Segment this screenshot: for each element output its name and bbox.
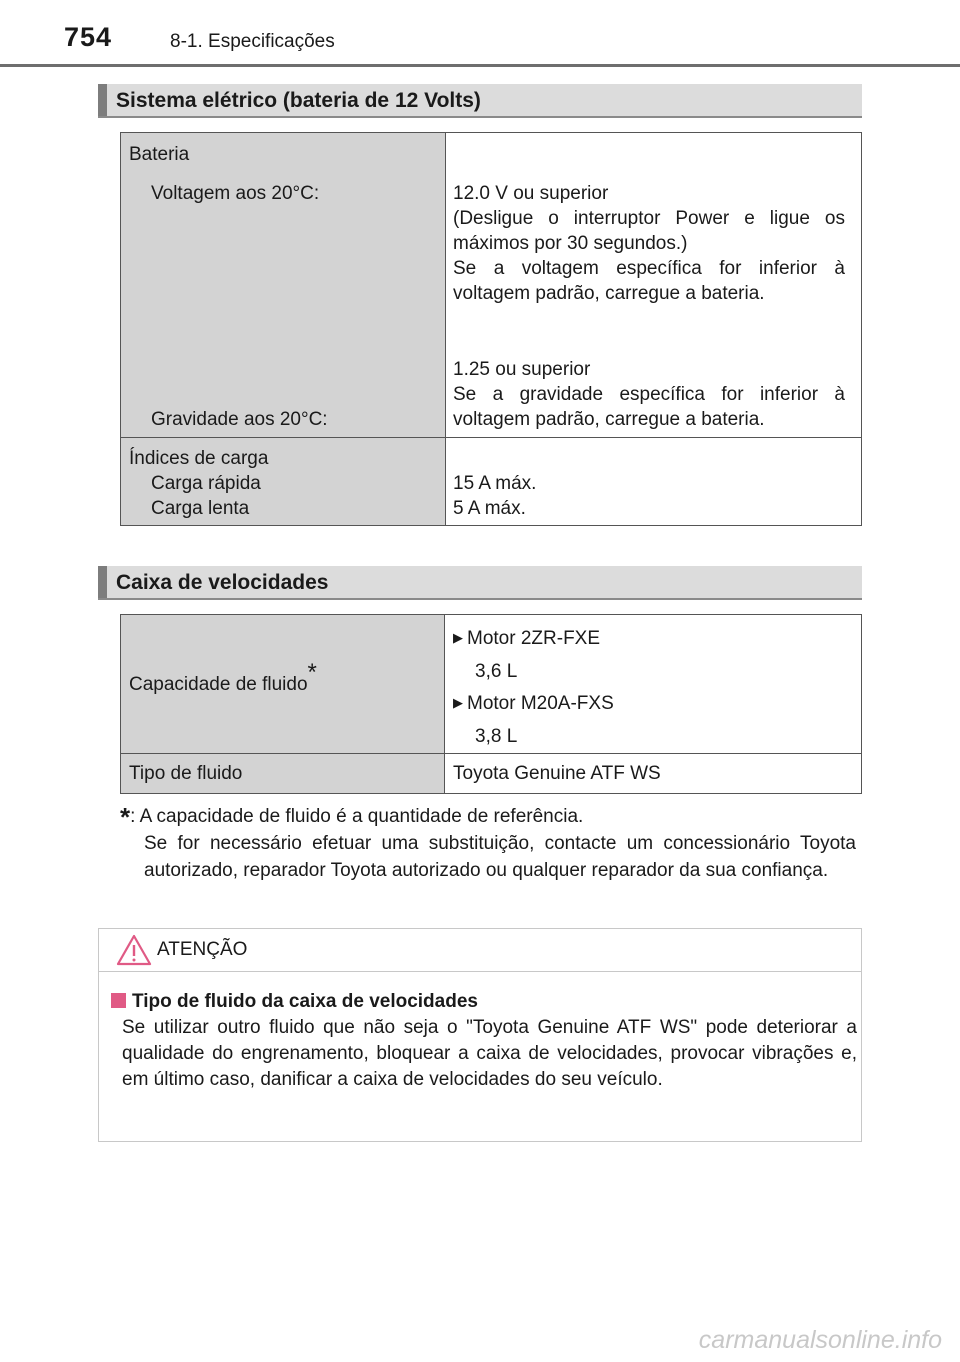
caution-item — [111, 989, 857, 1093]
slow-charge-label: Carga lenta — [151, 498, 250, 519]
fluid-type-row — [121, 754, 862, 794]
voltage-label: Voltagem aos 20°C: — [151, 183, 320, 204]
fluid-type-value: Toyota Genuine ATF WS — [453, 763, 661, 784]
caution-text: Se utilizar outro fluido que não seja o "Toyota Genuine ATF WS" pode deteriorar a qualidade do engrenamento, bloquear a caixa de velocidades, provocar vibrações e, em último caso, danificar a caixa de velocidades do seu veículo. — [122, 1017, 857, 1090]
charge-label: Índices de carga — [129, 448, 269, 469]
charge-label-cell — [121, 438, 446, 526]
footnote-asterisk: * — [120, 802, 131, 832]
fluid-type-label: Tipo de fluido — [129, 763, 243, 784]
battery-row — [121, 133, 862, 438]
engine2-name: Motor M20A-FXS — [467, 693, 614, 714]
charge-value-cell — [446, 438, 862, 526]
engine1-capacity: 3,6 L — [475, 661, 518, 682]
header-rule — [0, 64, 960, 67]
fast-charge-value: 15 A máx. — [453, 473, 537, 494]
capacity-row — [121, 615, 862, 754]
voltage-value — [453, 181, 845, 306]
voltage-min: 12.0 V ou superior — [453, 183, 609, 204]
engine1-line — [453, 623, 861, 656]
gravity-advice: Se a gravidade específica for inferior à voltagem padrão, carregue a bateria. — [453, 384, 845, 430]
watermark: carmanualsonline.info — [698, 1326, 942, 1354]
fluid-type-value-cell — [445, 754, 862, 794]
arrow-right-icon: ▶ — [453, 630, 463, 645]
electrical-title: Sistema elétrico (bateria de 12 Volts) — [116, 89, 481, 112]
engine2-capacity: 3,8 L — [475, 726, 518, 747]
engine2-line — [453, 688, 861, 721]
capacity-value-cell — [445, 615, 862, 754]
gearbox-heading — [98, 566, 862, 600]
battery-label: Bateria — [129, 144, 190, 165]
warning-triangle-icon — [116, 933, 152, 972]
capacity-label: Capacidade de fluido — [129, 673, 308, 695]
footnote — [120, 800, 856, 884]
caution-subtitle-line — [111, 989, 857, 1015]
voltage-note: (Desligue o interruptor Power e ligue os máximos por 30 segundos.) — [453, 208, 845, 254]
gearbox-title: Caixa de velocidades — [116, 571, 329, 594]
heading-bar — [98, 84, 107, 116]
engine1-name: Motor 2ZR-FXE — [467, 628, 601, 649]
electrical-heading — [98, 84, 862, 118]
fluid-type-label-cell — [121, 754, 445, 794]
battery-label-cell — [121, 133, 446, 438]
electrical-table — [120, 132, 862, 526]
gravity-label: Gravidade aos 20°C: — [151, 409, 328, 430]
capacity-label-cell — [121, 615, 445, 754]
footnote-star: * — [307, 659, 317, 687]
section-title: 8-1. Especificações — [170, 31, 335, 52]
caution-header — [99, 929, 861, 972]
gravity-min: 1.25 ou superior — [453, 359, 591, 380]
gearbox-table — [120, 614, 862, 794]
caution-subtitle: Tipo de fluido da caixa de velocidades — [132, 991, 478, 1012]
caution-title: ATENÇÃO — [157, 939, 248, 960]
battery-value-cell — [446, 133, 862, 438]
caution-box — [98, 928, 862, 1142]
slow-charge-value: 5 A máx. — [453, 498, 526, 519]
footnote-line1: : A capacidade de fluido é a quantidade de referência. — [130, 806, 584, 827]
voltage-advice: Se a voltagem específica for inferior à voltagem padrão, carregue a bateria. — [453, 258, 845, 304]
square-bullet-icon — [111, 993, 126, 1008]
page-number: 754 — [64, 22, 113, 52]
footnote-body: Se for necessário efetuar uma substituição, contacte um concessionário Toyota autorizado, reparador Toyota autorizado ou qualquer reparador da sua confiança. — [144, 833, 856, 881]
charge-row — [121, 438, 862, 526]
footnote-first-line — [120, 800, 856, 830]
heading-bar — [98, 566, 107, 598]
gravity-value — [453, 357, 845, 432]
arrow-right-icon: ▶ — [453, 695, 463, 710]
fast-charge-label: Carga rápida — [151, 473, 261, 494]
